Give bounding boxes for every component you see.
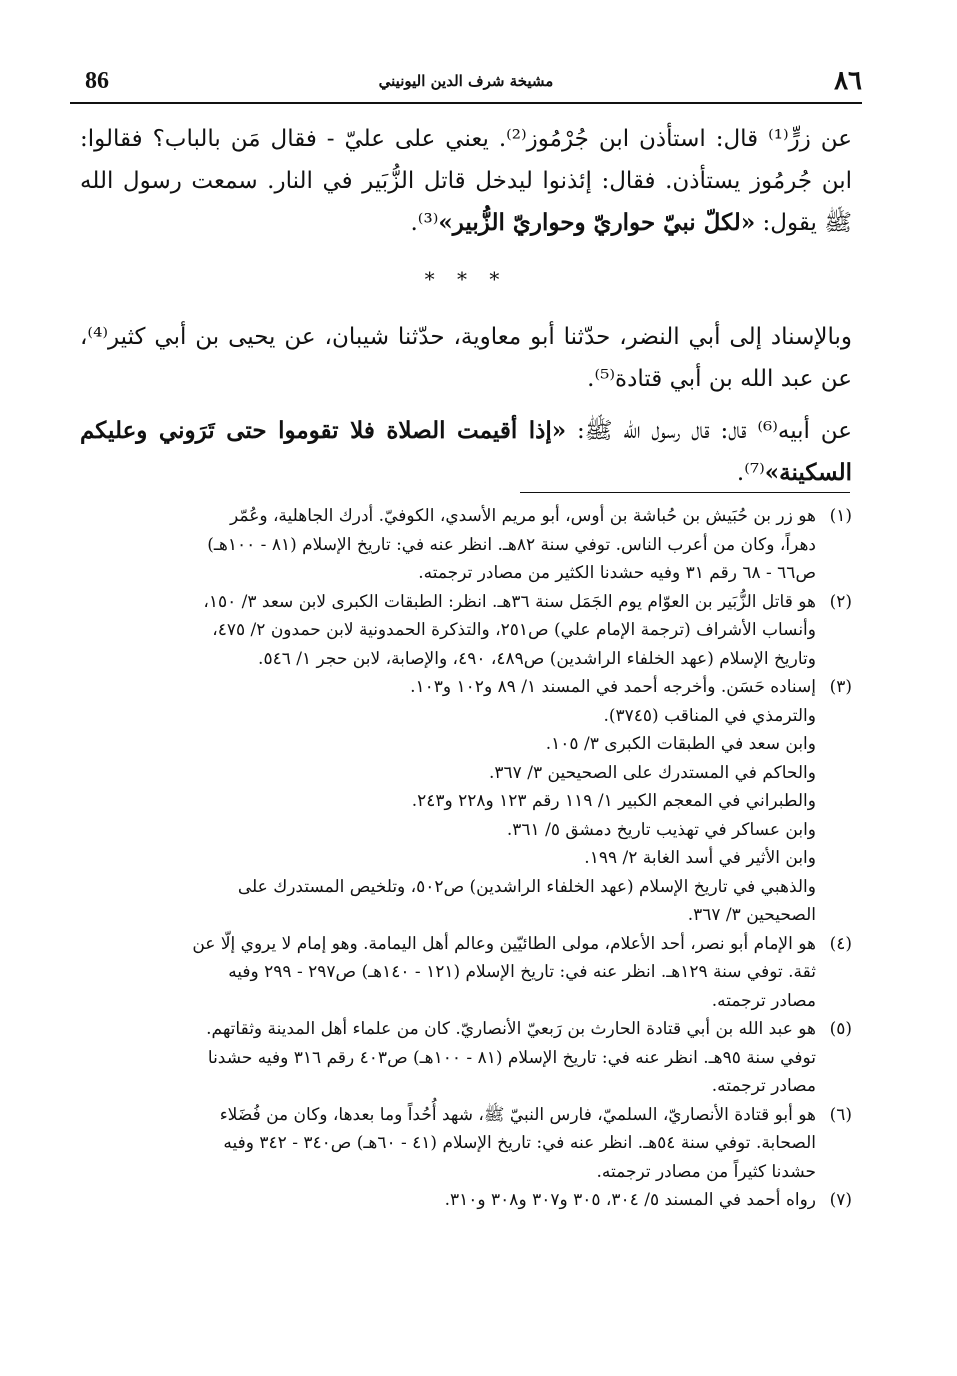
footnote-1 [80,502,852,588]
paragraph-3-text: عن أبيه⁽⁶⁾ قال: قال رسول الله ﷺ: [576,418,853,444]
hadith-quote-1: «لكلّ نبيّ حواريّ وحواريّ الزُّبير» [438,209,756,236]
footnote-number: (٢) [829,591,852,612]
footnote-line: وابن عساكر في تهذيب تاريخ دمشق ٥/ ٣٦١. [506,819,816,840]
page-header [70,60,862,104]
footnote-line: هو قاتل الزُّبَير بن العوّام يوم الجَمَل سنة ٣٦هـ. انظر: الطبقات الكبرى لابن سعد ٣/ ١٥٠، [203,591,816,612]
running-title: مشيخة شرف الدين اليونيني [378,72,554,90]
footnote-line: وابن سعد في الطبقات الكبرى ٣/ ١٠٥. [545,734,816,754]
footnote-line: حشدنا كثيراً من مصادر ترجمته. [596,1161,816,1182]
main-text [80,118,852,498]
footnote-body [80,502,816,588]
footnote-body [80,1101,816,1187]
page-number-latin: 86 [85,68,109,94]
footnote-body [80,930,816,1016]
footnote-line: وابن الأثير في أسد الغابة ٢/ ١٩٩. [584,848,816,868]
footnote-2 [80,588,852,674]
footnote-line: توفي سنة ٩٥هـ. انظر عنه في: تاريخ الإسلام (٨١ - ١٠٠هـ) ص٤٠٣ رقم ٣١٦ وفيه حشدنا [207,1047,816,1068]
page-number-arabic: ٨٦ [834,66,862,96]
footnote-line: وتاريخ الإسلام (عهد الخلفاء الراشدين) ص٤٨٩، ٤٩٠، والإصابة، لابن حجر ١/ ٥٤٦. [258,648,816,669]
footnote-line: مصادر ترجمته. [711,1076,816,1096]
footnote-line: هو أبو قتادة الأنصاريّ، السلميّ، فارس النبيّ ﷺ، شهد أُحُداً وما بعدها، وكان من فُضَلاء [219,1104,816,1125]
footnote-number: (٣) [829,677,852,697]
paragraph-2: وبالإسناد إلى أبي النضر، حدّثنا أبو معاوية، حدّثنا شيبان، عن يحيى بن أبي كثير⁽⁴⁾، عن عبد الله بن أبي قتادة⁽⁵⁾. [80,324,853,392]
footnote-body [80,588,816,674]
footnote-3 [80,673,852,930]
footnote-line: هو عبد الله بن أبي قتادة الحارث بن رَبعيّ الأنصاريّ. كان من علماء أهل المدينة وثقاتهم. [206,1019,816,1039]
footnote-number: (٤) [829,933,852,954]
footnote-number: (٦) [829,1104,852,1125]
footnote-line: ثقة. توفي سنة ١٢٩هـ. انظر عنه في: تاريخ الإسلام (١٢١ - ١٤٠هـ) ص٢٩٧ - ٢٩٩ وفيه [228,962,816,982]
footnote-5 [80,1015,852,1101]
footnote-line: وأنساب الأشراف (ترجمة الإمام علي) ص٢٥١، والتذكرة الحمدونية لابن حمدون ٢/ ٤٧٥، [212,620,816,640]
footnote-body [80,1015,816,1101]
footnote-line: الصحيحين ٣/ ٣٦٧. [687,905,816,925]
footnote-number: (١) [829,506,852,526]
footnote-line: ص٦٦ - ٦٨ رقم ٣١ وفيه حشدنا الكثير من مصادر ترجمته. [418,563,816,583]
footnote-line: الصحابة. توفي سنة ٥٤هـ. انظر عنه في: تاريخ الإسلام (٤١ - ٦٠هـ) ص٣٤٠ - ٣٤٢ وفيه [223,1133,816,1153]
footnotes-section [80,502,852,1215]
footnote-line: والذهبي في تاريخ الإسلام (عهد الخلفاء الراشدين) ص٥٠٢، وتلخيص المستدرك على [237,876,816,897]
footnote-line: رواه أحمد في المسند ٥/ ٣٠٤، ٣٠٥ و٣٠٧ و٣٠٨ و٣١٠. [444,1190,816,1210]
footnote-7 [80,1186,852,1215]
footnote-line: والترمذي في المناقب (٣٧٤٥). [603,705,816,726]
paragraph-1-text: عن زرٍّ⁽¹⁾ قال: استأذن ابن جُرْمُوز⁽²⁾. يعني على عليّ - فقال مَن بالباب؟ فقالوا: ابن جُرمُوز يستأذن. فقال: إئذنوا ليدخل قاتل الزُّبَير في النار. سمعت رسول الله ﷺ يقول: [80,126,853,236]
footnote-number: (٧) [829,1190,852,1210]
footnote-6 [80,1101,852,1187]
footnote-line: هو زر بن حُبَيش بن حُباشة بن أوس، أبو مريم الأسدي، الكوفيّ. أدرك الجاهلية، وعُمّر [229,506,816,526]
footnote-line: والحاكم في المستدرك على الصحيحين ٣/ ٣٦٧. [489,762,816,783]
section-separator: * * * [424,267,508,291]
footnote-separator [520,492,850,493]
footnote-4 [80,930,852,1016]
footnote-line: والطبراني في المعجم الكبير ١/ ١١٩ رقم ١٢٣ و٢٢٨ و٢٤٣. [411,791,816,811]
footnote-line: إسناده حَسَن. وأخرجه أحمد في المسند ١/ ٨٩ و١٠٢ و١٠٣. [410,677,816,697]
hadith-quote-2: «إذا أقيمت الصلاة فلا تقوموا حتى تَرَوني وعليكم السكينة» [80,417,852,486]
footnote-line: دهراً، وكان من أعرب الناس. توفي سنة ٨٢هـ. انظر عنه في: تاريخ الإسلام (٨١ - ١٠٠هـ) [207,534,816,555]
footnote-line: هو الإمام أبو نصر، أحد الأعلام، مولى الطائيّين وعالم أهل اليمامة. وهو إمام لا يروي إلّا عن [192,933,816,954]
paragraph-1 [80,118,852,244]
paragraph-3 [80,410,852,494]
paragraph-1-end: ⁽³⁾. [410,210,439,236]
footnote-body [80,673,816,930]
paragraph-3-end: ⁽⁷⁾. [736,460,765,486]
footnote-body [80,1186,816,1215]
footnote-number: (٥) [829,1019,852,1039]
footnote-line: مصادر ترجمته. [711,990,816,1011]
